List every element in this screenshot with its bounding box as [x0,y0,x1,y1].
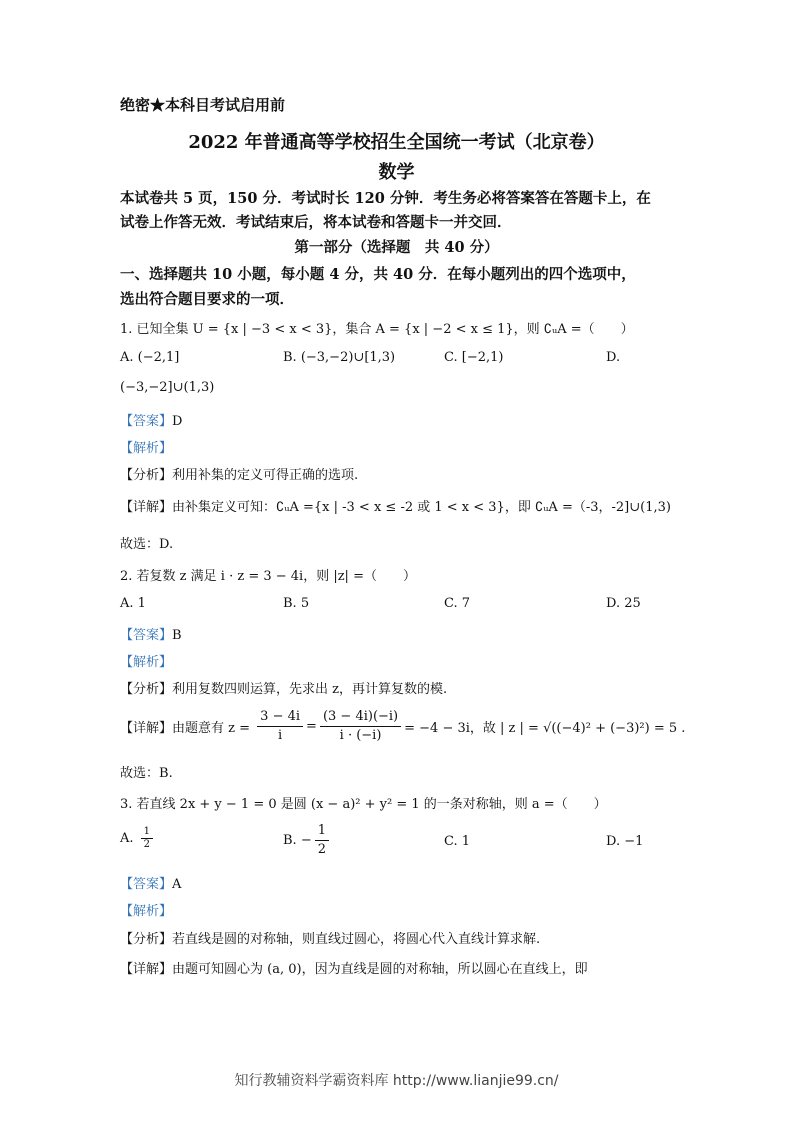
xiangjie-label: 【详解】 [120,500,173,515]
q3-answer: A [172,877,182,892]
q2-option-c: C. 7 [444,596,471,611]
q2-fraction-1 [257,708,303,745]
intro-line-2: 试卷上作答无效．考试结束后，将本试卷和答题卡一并交回． [120,214,512,231]
q3-b-label: B. − [283,833,312,848]
exam-title: 2022 年普通高等学校招生全国统一考试（北京卷） [188,132,605,153]
guxuan-label: 故选： [120,537,160,552]
q1-fenxi-row [120,464,358,483]
q3-stem: 3. 若直线 2x + y − 1 = 0 是圆 (x − a)² + y² = 1 的一条对称轴，则 a =（ ） [120,797,607,812]
q1-stem: 1. 已知全集 U = {x | −3 < x < 3}，集合 A = {x | −2 < x ≤ 1}，则 ∁ᵤA =（ ） [120,322,634,337]
q3-answer-row [120,873,181,892]
q2-fenxi-row [120,678,447,697]
q3-xiangjie: 由题可知圆心为 (a, 0)，因为直线是圆的对称轴，所以圆心在直线上，即 [172,962,588,977]
q2-fenxi: 利用复数四则运算，先求出 z，再计算复数的模. [172,682,448,697]
q2-f2-den: i · (−i) [339,728,382,743]
q1-answer: D [172,414,183,429]
q3-xiangjie-row [120,958,588,977]
q2-answer: B [172,628,182,643]
part1-heading: 第一部分（选择题 共 40 分） [294,239,499,256]
q2-xj-mid: = −4 − 3i，故 | z | = √((−4)² + (−3)²) = 5 . [404,721,686,736]
q3-b-fraction [315,822,329,859]
q3-option-b [283,822,332,859]
q2-f1-den: i [278,728,283,743]
q3-option-a [120,826,156,851]
q1-guxuan-row [120,533,173,552]
secret-label: 绝密★本科目考试启用前 [120,96,286,114]
q2-f1-num: 3 − 4i [257,708,303,727]
q1-answer-row [120,410,182,429]
q3-a-num: 1 [141,826,153,839]
q2-f2-num: (3 − 4i)(−i) [320,708,401,727]
q2-guxuan: B. [159,766,173,781]
section-instructions-1: 一、选择题共 10 小题，每小题 4 分，共 40 分．在每小题列出的四个选项中， [120,266,636,283]
q2-analysis-label: 【解析】 [120,655,173,670]
answer-label: 【答案】 [120,628,173,643]
q1-analysis-label: 【解析】 [120,441,173,456]
q1-xiangjie-row [120,496,671,515]
q2-xiangjie-row: 【详解】由题意有 z = $\frac{3 - 4i}{i}$ = $\frac{(3 - 4i)(-i)}{i \cdot (-i)}$ = −4 − 3i，故 | z | = √((−4)² + (−3)²) = 5 . [120,709,686,743]
q3-a-label: A. [120,831,134,846]
q3-a-den: 2 [143,839,151,850]
xiangjie-label: 【详解】 [120,721,173,736]
q2-option-b: B. 5 [283,596,310,611]
q2-guxuan-row [120,762,173,781]
intro-line-1: 本试卷共 5 页，150 分．考试时长 120 分钟．考生务必将答案答在答题卡上，在 [120,190,651,207]
guxuan-label: 故选： [120,766,160,781]
q3-fenxi-row [120,928,540,947]
q3-b-den: 2 [317,842,326,857]
answer-label: 【答案】 [120,414,173,429]
q2-stem: 2. 若复数 z 满足 i · z = 3 − 4i，则 |z| =（ ） [120,569,416,584]
q2-answer-row [120,624,182,643]
q1-fenxi: 利用补集的定义可得正确的选项. [172,468,359,483]
q1-option-d: D. [606,350,621,365]
q1-guxuan: D. [159,537,174,552]
fenxi-label: 【分析】 [120,468,173,483]
subject-title: 数学 [378,162,415,183]
q2-fraction-2 [320,708,401,745]
q2-xj-pre: 由题意有 z = [172,721,251,736]
q2-option-d: D. 25 [606,596,641,611]
q3-option-c: C. 1 [444,834,471,849]
fenxi-label: 【分析】 [120,682,173,697]
q3-a-fraction [141,826,153,851]
q3-fenxi: 若直线是圆的对称轴，则直线过圆心，将圆心代入直线计算求解. [172,932,541,947]
q3-b-num: 1 [315,822,329,841]
section-instructions-2: 选出符合题目要求的一项． [120,291,294,308]
q3-option-d: D. −1 [606,834,644,849]
q1-option-c: C. [−2,1) [444,350,504,365]
answer-label: 【答案】 [120,877,173,892]
q1-option-b: B. (−3,−2)∪[1,3) [283,350,396,365]
fenxi-label: 【分析】 [120,932,173,947]
q1-option-d-content: (−3,−2]∪(1,3) [120,380,215,395]
footer-watermark: 知行教辅资料学霸资料库 http://www.lianjie99.cn/ [234,1073,559,1089]
q3-analysis-label: 【解析】 [120,904,173,919]
xiangjie-label: 【详解】 [120,962,173,977]
q2-option-a: A. 1 [120,596,146,611]
q1-option-a: A. (−2,1] [120,350,180,365]
q1-xiangjie: 由补集定义可知：∁ᵤA ={x | -3 < x ≤ -2 或 1 < x < 3}，即 ∁ᵤA =（-3，-2]∪(1,3) [172,500,671,515]
